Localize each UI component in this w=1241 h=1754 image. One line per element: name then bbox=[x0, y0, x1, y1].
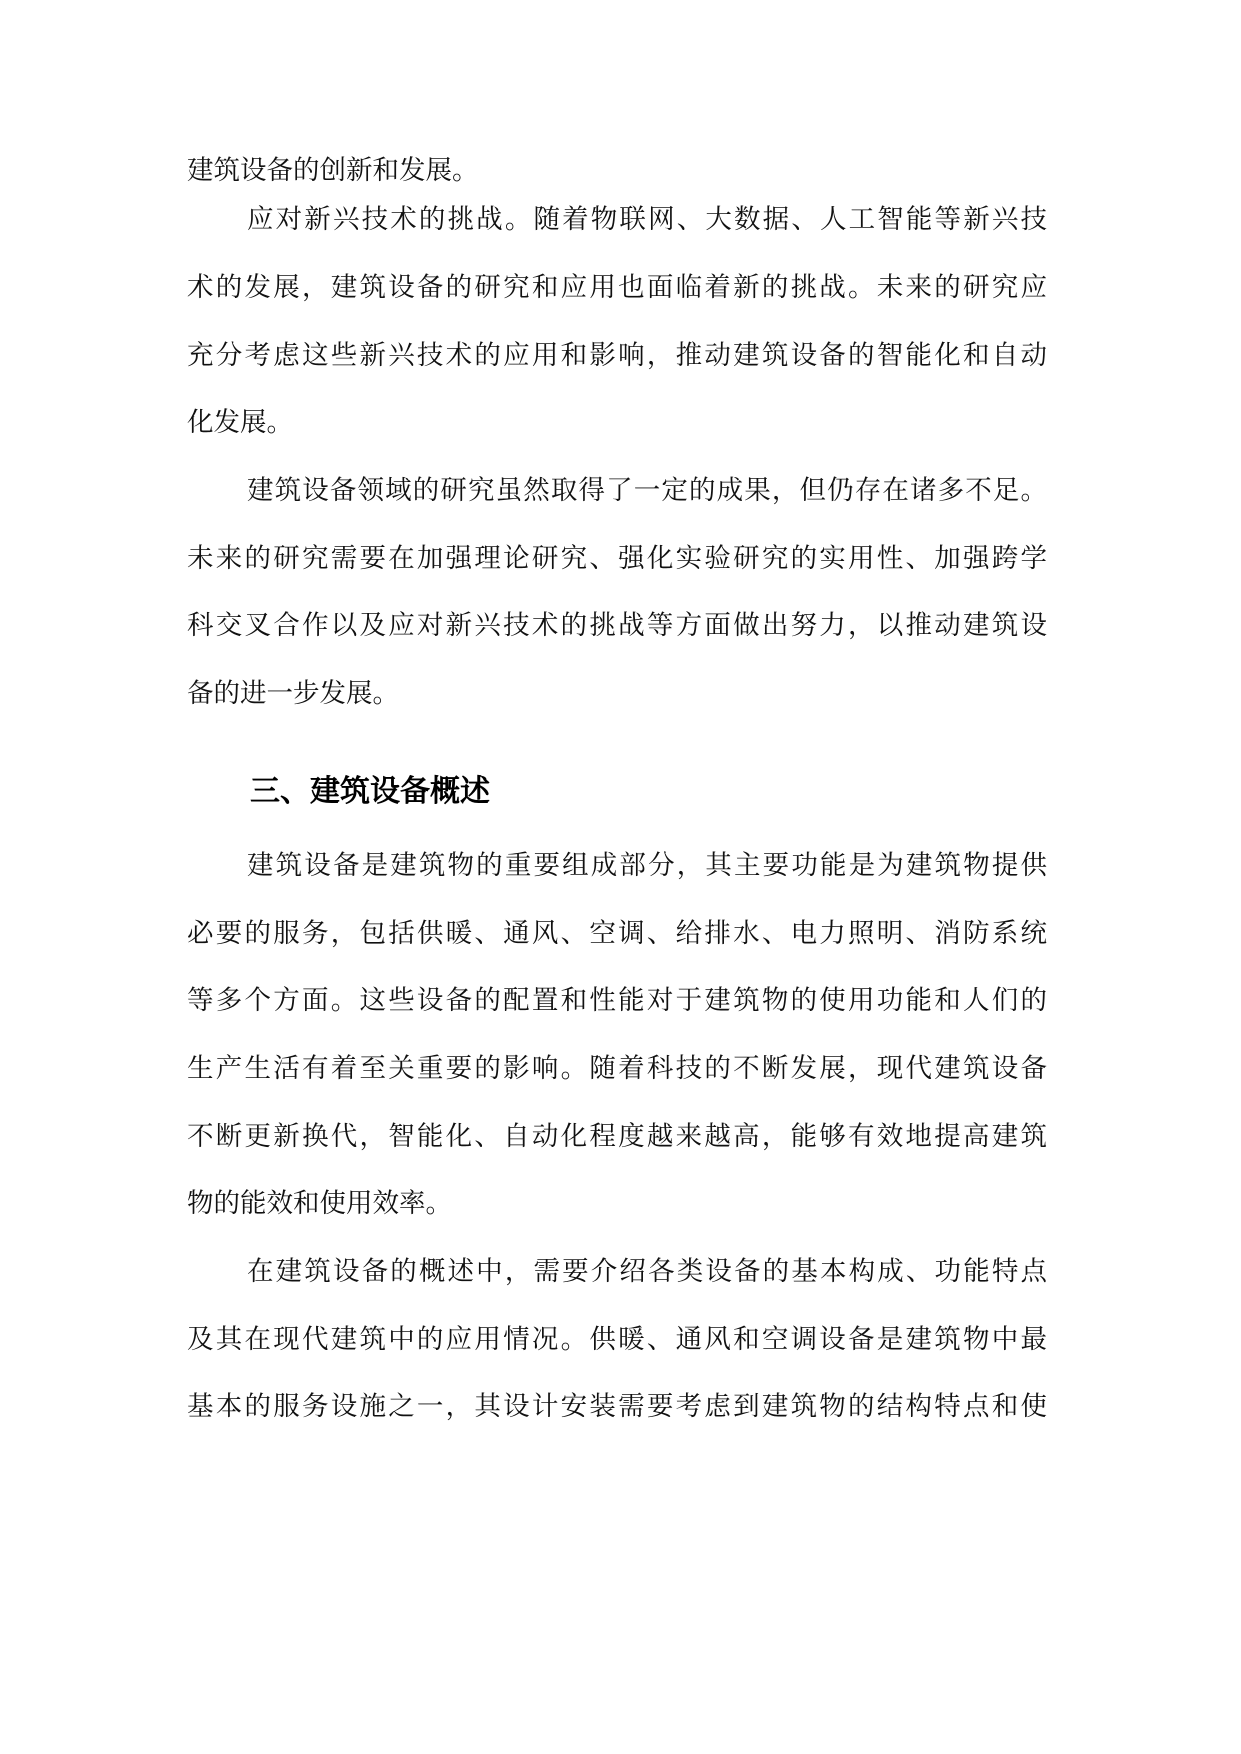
text-line: 建筑设备的创新和发展。 bbox=[187, 155, 479, 186]
text-line: 在建筑设备的概述中，需要介绍各类设备的基本构成、功能特点 bbox=[247, 1256, 1047, 1287]
section-heading: 三、建筑设备概述 bbox=[250, 774, 490, 809]
text-line: 充分考虑这些新兴技术的应用和影响，推动建筑设备的智能化和自动 bbox=[187, 340, 1047, 371]
text-line: 不断更新换代，智能化、自动化程度越来越高，能够有效地提高建筑 bbox=[187, 1121, 1047, 1152]
text-line: 化发展。 bbox=[187, 407, 293, 438]
text-line: 物的能效和使用效率。 bbox=[187, 1188, 452, 1219]
text-line: 应对新兴技术的挑战。随着物联网、大数据、人工智能等新兴技 bbox=[247, 204, 1047, 235]
text-line: 科交叉合作以及应对新兴技术的挑战等方面做出努力，以推动建筑设 bbox=[187, 610, 1047, 641]
text-line: 生产生活有着至关重要的影响。随着科技的不断发展，现代建筑设备 bbox=[187, 1053, 1047, 1084]
text-line: 备的进一步发展。 bbox=[187, 678, 399, 709]
text-line: 术的发展，建筑设备的研究和应用也面临着新的挑战。未来的研究应 bbox=[187, 272, 1047, 303]
text-line: 建筑设备领域的研究虽然取得了一定的成果，但仍存在诸多不足。 bbox=[247, 475, 1047, 506]
text-line: 及其在现代建筑中的应用情况。供暖、通风和空调设备是建筑物中最 bbox=[187, 1324, 1047, 1355]
text-line: 未来的研究需要在加强理论研究、强化实验研究的实用性、加强跨学 bbox=[187, 543, 1047, 574]
text-line: 等多个方面。这些设备的配置和性能对于建筑物的使用功能和人们的 bbox=[187, 985, 1047, 1016]
text-line: 基本的服务设施之一，其设计安装需要考虑到建筑物的结构特点和使 bbox=[187, 1391, 1047, 1422]
text-line: 建筑设备是建筑物的重要组成部分，其主要功能是为建筑物提供 bbox=[247, 850, 1047, 881]
text-line: 必要的服务，包括供暖、通风、空调、给排水、电力照明、消防系统 bbox=[187, 918, 1047, 949]
